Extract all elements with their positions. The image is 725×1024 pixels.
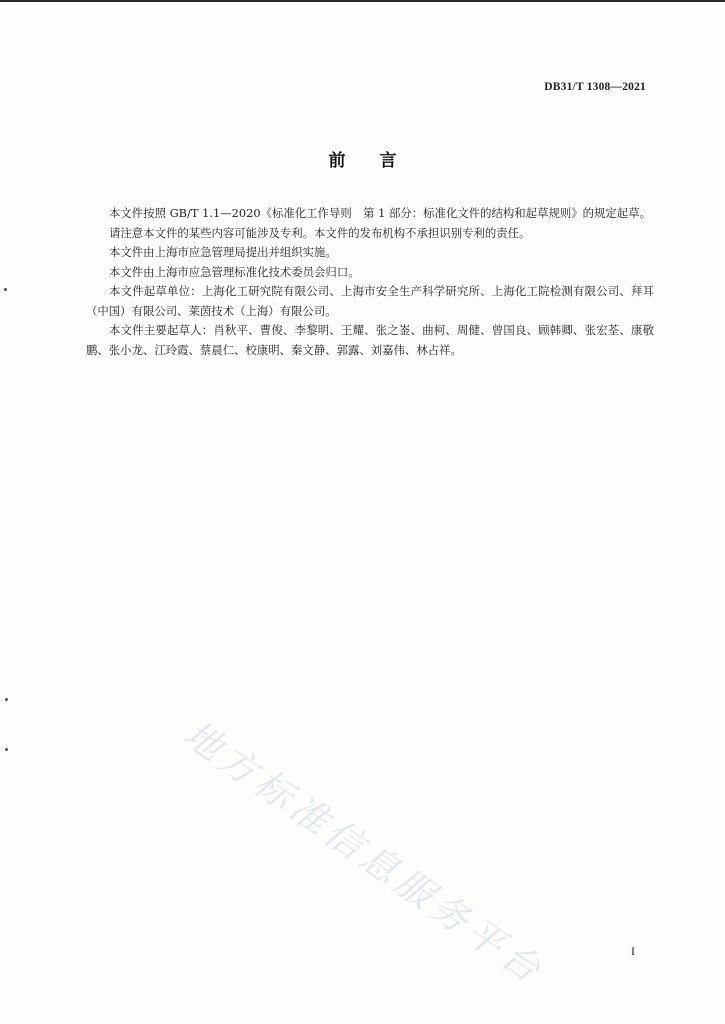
page-number: I [631,944,635,958]
document-code: DB31/T 1308—2021 [544,81,646,93]
paragraph-drafting-rules: 本文件按照 GB/T 1.1—2020《标准化工作导则 第 1 部分：标准化文件的结构和起草规则》的规定起草。 [109,206,651,220]
paragraph-proposer: 本文件由上海市应急管理局提出并组织实施。 [109,245,337,259]
scan-artifact-dot [4,288,7,291]
scan-artifact-dot [5,748,8,751]
top-border-rule [0,0,725,2]
paragraph-drafters: 本文件主要起草人：肖秋平、曹俊、李黎明、王耀、张之崟、曲柯、周健、曾国良、顾韩卿、张宏荃、康敬鹏、张小龙、江玲霞、蔡晨仁、校康明、秦文静、郭露、刘嘉伟、林占祥。 [86,323,654,357]
watermark-text: 地方标准信息服务平台 [175,712,553,995]
scan-artifact-dot [5,698,8,701]
page-title: 前言 [328,151,431,171]
paragraph-patent-notice: 请注意本文件的某些内容可能涉及专利。本文件的发布机构不承担识别专利的责任。 [109,225,531,240]
paragraph-drafting-units: 本文件起草单位：上海化工研究院有限公司、上海市安全生产科学研究所、上海化工院检测有限公司、拜耳（中国）有限公司、莱茵技术（上海）有限公司。 [86,284,654,318]
paragraph-technical-committee: 本文件由上海市应急管理标准化技术委员会归口。 [109,264,360,279]
foreword-body [86,204,654,360]
